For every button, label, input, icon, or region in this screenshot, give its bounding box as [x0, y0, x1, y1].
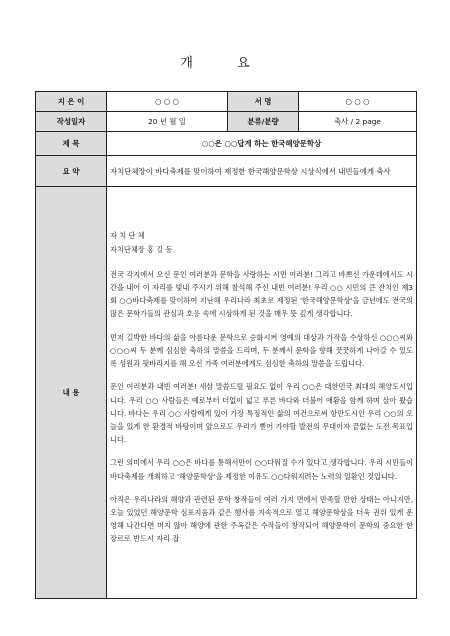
- summary-value: 자치단체장이 바다축제를 맞이하여 제정한 한국해양문학상 시상식에서 내빈들에게 축사: [107, 156, 417, 187]
- content-body: [107, 187, 417, 599]
- category-value: 축사 / 2 page: [299, 112, 417, 132]
- signature-org: 자 치 단 체: [110, 231, 145, 241]
- content-paragraph: 아직은 우리나라의 해양과 관련된 문학 창작들이 여러 가지 면에서 만족할 만한 상태는 아니지만, 오늘 있었던 해양문학 심포지움과 같은 행사를 지속적으로 열고 해양문학상을 더욱 권위 있게 운영해 나간다면 머지 않아 해양에 관한 주옥같은 수작들이 창작되어 해양문학이 문학의 중요한 한 장르로 반드시 자리 잡: [110, 494, 413, 544]
- content-paragraph: 문인 여러분과 내빈 여러분! 새삼 말씀드릴 필요도 없이 우리 ○○은 대한민국 최대의 해양도시입니다. 우리 ○○ 사람들은 예로부터 더없이 넓고 푸른 바다와 더불어 애환을 함께 하며 살아 왔습니다. 바다는 우리 ○○ 사람에게 있어 가장 특징적인 삶의 여건으로써 항만도시인 우리 ○○의 오늘을 있게 한 환경적 바탕이며 앞으로도 우리가 뻗어 가야할 발전의 무대이자 끝없는 도전 목표입니다.: [110, 382, 413, 445]
- subject-label: 제 목: [36, 132, 107, 156]
- content-paragraph: 전국 각지에서 오신 문인 여러분과 문학을 사랑하는 시민 여러분! 그리고 바쁘신 가운데에서도 시간을 내어 이 자리를 빛내 주시기 위해 참석해 주신 내빈 여러분! 우리 ○○ 시민의 큰 잔치인 제3회 ○○바다축제를 맞이하여 지난해 우리나라 최초로 제정된 '한국해양문학상'을 금년에도 전국의 많은 문학가들의 관심과 호응 속에 시상하게 된 것을 매우 뜻 깊게 생각합니다.: [110, 269, 413, 319]
- content-label: 내 용: [36, 187, 107, 599]
- position-label: 서 명: [228, 92, 299, 112]
- position-value: ○ ○ ○: [299, 92, 417, 112]
- date-value: 20 년 월 일: [107, 112, 228, 132]
- signature-name: 자치단체장 홍 길 동: [110, 244, 173, 254]
- document-title: 개 요: [180, 56, 270, 71]
- subject-value: ○○은 ○○답게 하는 한국해양문학상: [107, 132, 417, 156]
- date-label: 작성일자: [36, 112, 107, 132]
- summary-label: 요 약: [36, 156, 107, 187]
- content-paragraph: 그런 의미에서 우리 ○○은 바다를 통해서만이 ○○다워질 수가 있다고 생각합니다. 우리 시민들이 바다축제를 개최하고 '해양문학상'을 제정한 이유도 ○○다워지려는 노력의 일환인 것입니다.: [110, 458, 413, 481]
- overview-table: [35, 91, 417, 599]
- author-value: ○ ○ ○: [107, 92, 228, 112]
- author-label: 지 은 이: [36, 92, 107, 112]
- content-paragraph: 먼저 길박한 바다의 삶을 아름다운 문학으로 승화시켜 영예의 대상과 가작을 수상하신 ○○○씨와 ○○○씨 두 분께 심심한 축하의 말씀을 드리며, 두 분께서 문학을 향해 꿋꿋하게 나아갈 수 있도록 성원과 뒷바라지를 해 오신 가족 여러분에게도 심심한 축하의 말씀을 드립니다.: [110, 332, 413, 369]
- category-label: 분류/분량: [228, 112, 299, 132]
